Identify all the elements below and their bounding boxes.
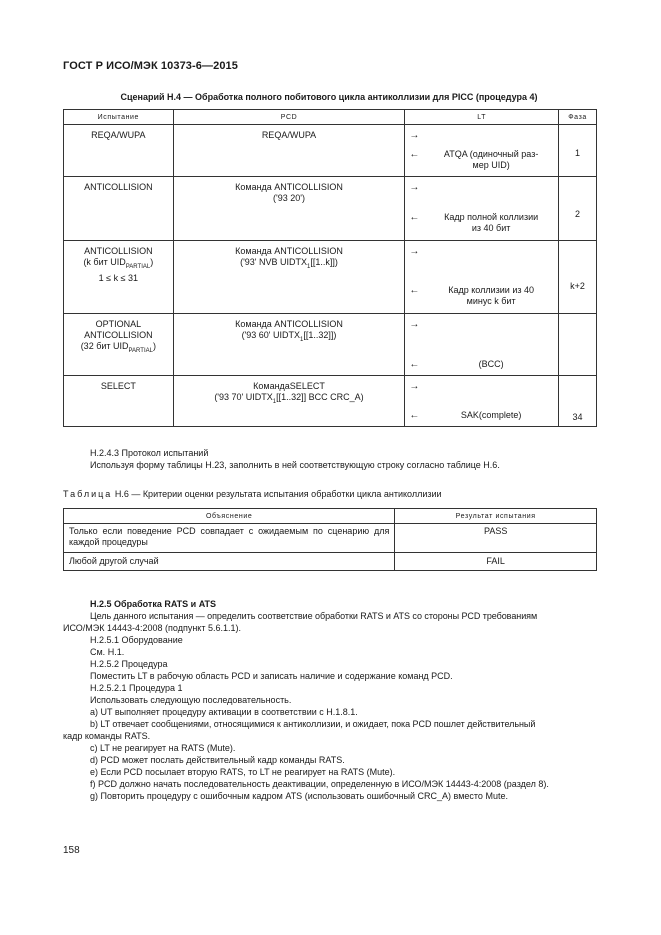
table-row — [64, 553, 597, 571]
section-purpose-line: ИСО/МЭК 14443-4:2008 (подпункт 5.6.1.1). — [63, 623, 241, 633]
test-line: 1 ≤ k ≤ 31 — [98, 272, 139, 283]
lt-cell — [405, 177, 559, 241]
procedure1-heading: H.2.5.2.1 Процедура 1 — [90, 683, 183, 693]
column-header: Результат испытания — [395, 509, 597, 524]
lt-cell — [405, 376, 559, 427]
arrow-right-icon: → — [409, 130, 420, 141]
pcd-line: Команда ANTICOLLISION — [235, 319, 343, 329]
lt-cell — [405, 125, 559, 177]
protocol-text: Используя форму таблицы H.23, заполнить в ней соответствующую строку согласно таблице H.6. — [90, 460, 500, 470]
phase-cell: 1 — [559, 125, 597, 177]
lt-cell — [405, 314, 559, 376]
table-row — [64, 314, 597, 376]
list-item: b) LT отвечает сообщениями, относящимися к антиколлизии, и ожидает, пока PCD пошлет действительный — [90, 719, 536, 729]
page-number: 158 — [63, 845, 80, 856]
pcd-cell — [173, 376, 405, 427]
pcd-cell — [173, 314, 405, 376]
column-header: Объяснение — [64, 509, 395, 524]
procedure-heading: H.2.5.2 Процедура — [90, 659, 168, 669]
test-line: ANTICOLLISION — [84, 246, 153, 256]
phase-cell: 34 — [559, 376, 597, 427]
arrow-left-icon: ← — [409, 212, 420, 223]
phase-cell — [559, 314, 597, 376]
table-header-row — [64, 509, 597, 524]
list-item-continuation: кадр команды RATS. — [63, 731, 151, 741]
explanation-cell: Только если поведение PCD совпадает с ожидаемым по сценарию для каждой процедуры — [64, 524, 395, 553]
list-item: d) PCD может послать действительный кадр команды RATS. — [90, 755, 345, 765]
pcd-line: ('93' NVB $UIDTX_1[[1..k]]$) — [240, 257, 338, 270]
procedure-text: Поместить LT в рабочую область PCD и записать наличие и содержание команд PCD. — [90, 671, 453, 681]
arrow-right-icon: → — [409, 381, 420, 392]
arrow-right-icon: → — [409, 246, 420, 257]
section-purpose-line: Цель данного испытания — определить соответствие обработки RATS и ATS со стороны PCD требованиям — [90, 611, 538, 621]
arrow-right-icon: → — [409, 182, 420, 193]
pcd-cell: REQA/WUPA — [173, 125, 405, 177]
lt-response: SAK(complete) — [460, 410, 522, 420]
table-header-row — [64, 110, 597, 125]
section-heading: H.2.5 Обработка RATS и ATS — [90, 599, 217, 609]
protocol-heading: H.2.4.3 Протокол испытаний — [90, 448, 209, 458]
result-cell: PASS — [395, 524, 597, 553]
table-row — [64, 241, 597, 314]
lt-cell — [405, 241, 559, 314]
list-item: a) UT выполняет процедуру активации в соответствии с H.1.8.1. — [90, 707, 358, 717]
pcd-line: КомандаSELECT — [253, 381, 325, 391]
scenario-table — [63, 109, 597, 427]
lt-response: ATQA (одиночный раз- мер UID) — [443, 149, 539, 170]
table-row — [64, 524, 597, 553]
caption-text: H.6 — Критерии оценки результата испытания обработки цикла антиколлизии — [114, 489, 442, 499]
equipment-text: См. H.1. — [90, 647, 125, 657]
arrow-left-icon: ← — [409, 149, 420, 160]
pcd-line: Команда ANTICOLLISION — [235, 246, 343, 256]
test-line: OPTIONAL — [95, 319, 142, 329]
result-cell: FAIL — [395, 553, 597, 571]
arrow-right-icon: → — [409, 319, 420, 330]
test-cell — [64, 241, 174, 314]
list-item: c) LT не реагирует на RATS (Mute). — [90, 743, 236, 753]
arrow-left-icon: ← — [409, 285, 420, 296]
column-header: PCD — [173, 110, 405, 125]
table-caption: Сценарий H.4 — Обработка полного побитового цикла антиколлизии для PICC (процедура 4) — [120, 92, 538, 102]
test-cell: REQA/WUPA — [64, 125, 174, 177]
document-header: ГОСТ Р ИСО/МЭК 10373-6—2015 — [63, 60, 238, 72]
table-row — [64, 125, 597, 177]
column-header: Фаза — [559, 110, 597, 125]
criteria-table — [63, 508, 597, 571]
arrow-left-icon: ← — [409, 410, 420, 421]
lt-response: (BCC) — [478, 359, 504, 369]
test-cell: SELECT — [64, 376, 174, 427]
pcd-cell — [173, 241, 405, 314]
arrow-left-icon: ← — [409, 359, 420, 370]
caption-prefix: Таблица — [63, 489, 113, 499]
pcd-line: ('93 60' $UIDTX_1[[1..32]]$) — [241, 330, 337, 343]
phase-cell: k+2 — [559, 241, 597, 314]
column-header: LT — [405, 110, 559, 125]
procedure1-intro: Использовать следующую последовательность. — [90, 695, 292, 705]
pcd-line: ('93 70' $UIDTX_1[[1..32]]$ BCC CRC_A) — [214, 392, 364, 405]
column-header: Испытание — [64, 110, 174, 125]
list-item: f) PCD должно начать последовательность деактивации, определенную в ИСО/МЭК 14443-4:2008 (раздел 8). — [90, 779, 549, 789]
explanation-cell: Любой другой случай — [64, 553, 395, 571]
test-line: ANTICOLLISION — [84, 330, 153, 340]
test-line: (32 бит $UID_{PARTIAL}$) — [80, 341, 156, 354]
pcd-cell: Команда ANTICOLLISION ('93 20') — [173, 177, 405, 241]
equipment-heading: H.2.5.1 Оборудование — [90, 635, 183, 645]
table-row — [64, 177, 597, 241]
test-cell: ANTICOLLISION — [64, 177, 174, 241]
list-item: e) Если PCD посылает вторую RATS, то LT не реагирует на RATS (Mute). — [90, 767, 396, 777]
lt-response: Кадр коллизии из 40 минус k бит — [448, 285, 534, 306]
test-cell — [64, 314, 174, 376]
phase-cell: 2 — [559, 177, 597, 241]
test-line: (k бит $UID_{PARTIAL}$) — [83, 257, 154, 270]
table-row — [64, 376, 597, 427]
list-item: g) Повторить процедуру с ошибочным кадром ATS (использовать ошибочный CRC_A) вместо Mute. — [90, 791, 508, 801]
lt-response: Кадр полной коллизии из 40 бит — [444, 212, 539, 233]
table2-caption — [63, 489, 442, 499]
